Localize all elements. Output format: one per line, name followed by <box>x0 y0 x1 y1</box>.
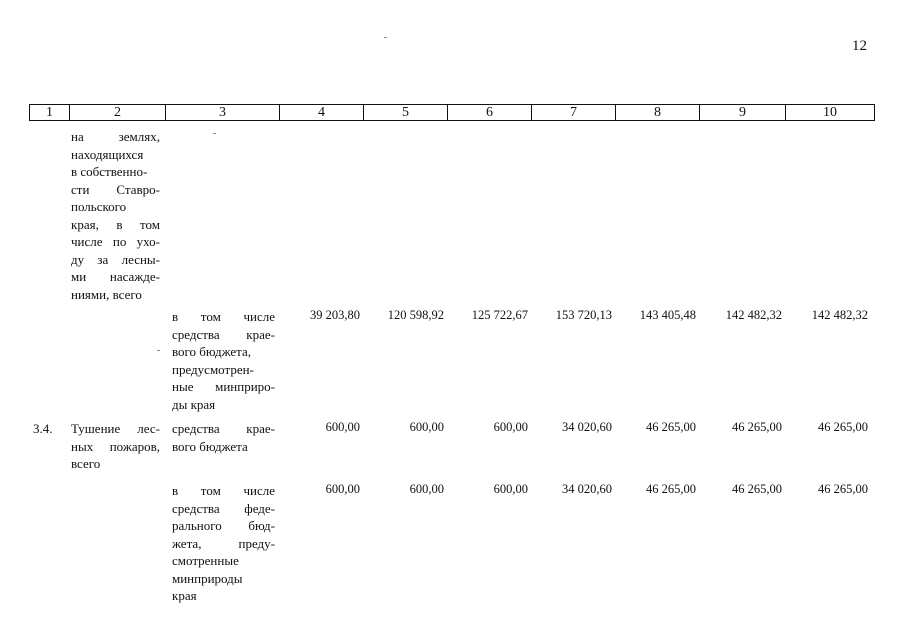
row-3-source-line: минприроды <box>172 570 243 586</box>
row-0-name-line: края, в том <box>71 216 160 232</box>
row-3-value-col-5: 600,00 <box>409 482 444 496</box>
row-1-source-line: ды края <box>172 396 216 412</box>
row-3-value-col-7: 34 020,60 <box>562 482 612 496</box>
row-3-value-col-8: 46 265,00 <box>646 482 696 496</box>
row-1-source-line: в том числе <box>172 309 275 324</box>
header-col-10: 10 <box>786 105 875 121</box>
scan-speck <box>384 37 387 38</box>
page-number: 12 <box>852 38 867 54</box>
row-3-source-line: средства феде- <box>172 500 275 516</box>
row-3-value-col-9: 46 265,00 <box>732 482 782 496</box>
header-col-1: 1 <box>30 105 70 121</box>
row-1-value-col-6: 125 722,67 <box>471 308 528 322</box>
row-1-value-col-8: 143 405,48 <box>639 308 696 322</box>
row-2-name-line: всего <box>71 456 101 471</box>
row-1-value-col-4: 39 203,80 <box>310 308 360 322</box>
row-2-source <box>172 420 275 455</box>
column-header-table <box>29 104 875 121</box>
row-3-source-line: жета, преду- <box>172 535 275 551</box>
header-col-7: 7 <box>532 105 616 121</box>
row-1-value-col-5: 120 598,92 <box>387 308 444 322</box>
row-2-value-col-6: 600,00 <box>493 420 528 434</box>
row-0-name-line: сти Ставро- <box>71 181 160 197</box>
row-0-name-line: находящихся <box>71 146 144 162</box>
row-2-value-col-5: 600,00 <box>409 420 444 434</box>
row-1-source-line: ные минприро- <box>172 379 275 394</box>
row-3-value-col-10: 46 265,00 <box>818 482 868 496</box>
row-2-value-col-10: 46 265,00 <box>818 420 868 434</box>
row-0-name-line: в собственно- <box>71 164 148 179</box>
row-3-source-line: смотренные <box>172 553 239 568</box>
row-0-name <box>71 128 160 303</box>
header-col-6: 6 <box>448 105 532 121</box>
scan-speck <box>213 133 216 134</box>
row-3-value-col-4: 600,00 <box>325 482 360 496</box>
row-1-value-col-7: 153 720,13 <box>555 308 612 322</box>
row-3-source <box>172 482 275 605</box>
row-0-name-line: польского <box>71 199 127 214</box>
row-2-source-line: вого бюджета <box>172 438 248 454</box>
header-col-5: 5 <box>364 105 448 121</box>
row-1-source-line: вого бюджета, <box>172 344 252 359</box>
row-2-value-col-9: 46 265,00 <box>732 420 782 434</box>
row-2-name-line: Тушение лес- <box>71 421 160 436</box>
row-2-index: 3.4. <box>33 421 53 436</box>
row-2-value-col-8: 46 265,00 <box>646 420 696 434</box>
header-col-3: 3 <box>166 105 280 121</box>
row-3-source-line: рального бюд- <box>172 518 275 533</box>
row-2-value-col-7: 34 020,60 <box>562 420 612 434</box>
row-2-source-line: средства крае- <box>172 421 275 436</box>
row-0-name-line: ниями, всего <box>71 286 142 302</box>
row-0-name-line: числе по ухо- <box>71 234 160 249</box>
row-0-name-line: ми насажде- <box>71 269 160 284</box>
row-3-value-col-6: 600,00 <box>493 482 528 496</box>
row-2-name <box>71 420 160 473</box>
row-0-name-line: на землях, <box>71 129 160 144</box>
row-1-value-col-9: 142 482,32 <box>725 308 782 322</box>
header-col-4: 4 <box>280 105 364 121</box>
row-1-value-col-10: 142 482,32 <box>811 308 868 322</box>
scan-speck <box>157 350 160 351</box>
header-col-2: 2 <box>70 105 166 121</box>
row-1-source <box>172 308 275 413</box>
row-3-source-line: края <box>172 588 197 603</box>
header-col-9: 9 <box>700 105 786 121</box>
row-2-name-line: ных пожаров, <box>71 438 160 454</box>
row-1-source-line: средства крае- <box>172 326 275 342</box>
header-row <box>30 105 875 121</box>
row-3-source-line: в том числе <box>172 483 275 498</box>
row-2-value-col-4: 600,00 <box>325 420 360 434</box>
row-1-source-line: предусмотрен- <box>172 361 254 377</box>
header-col-8: 8 <box>616 105 700 121</box>
row-0-name-line: ду за лесны- <box>71 251 160 267</box>
